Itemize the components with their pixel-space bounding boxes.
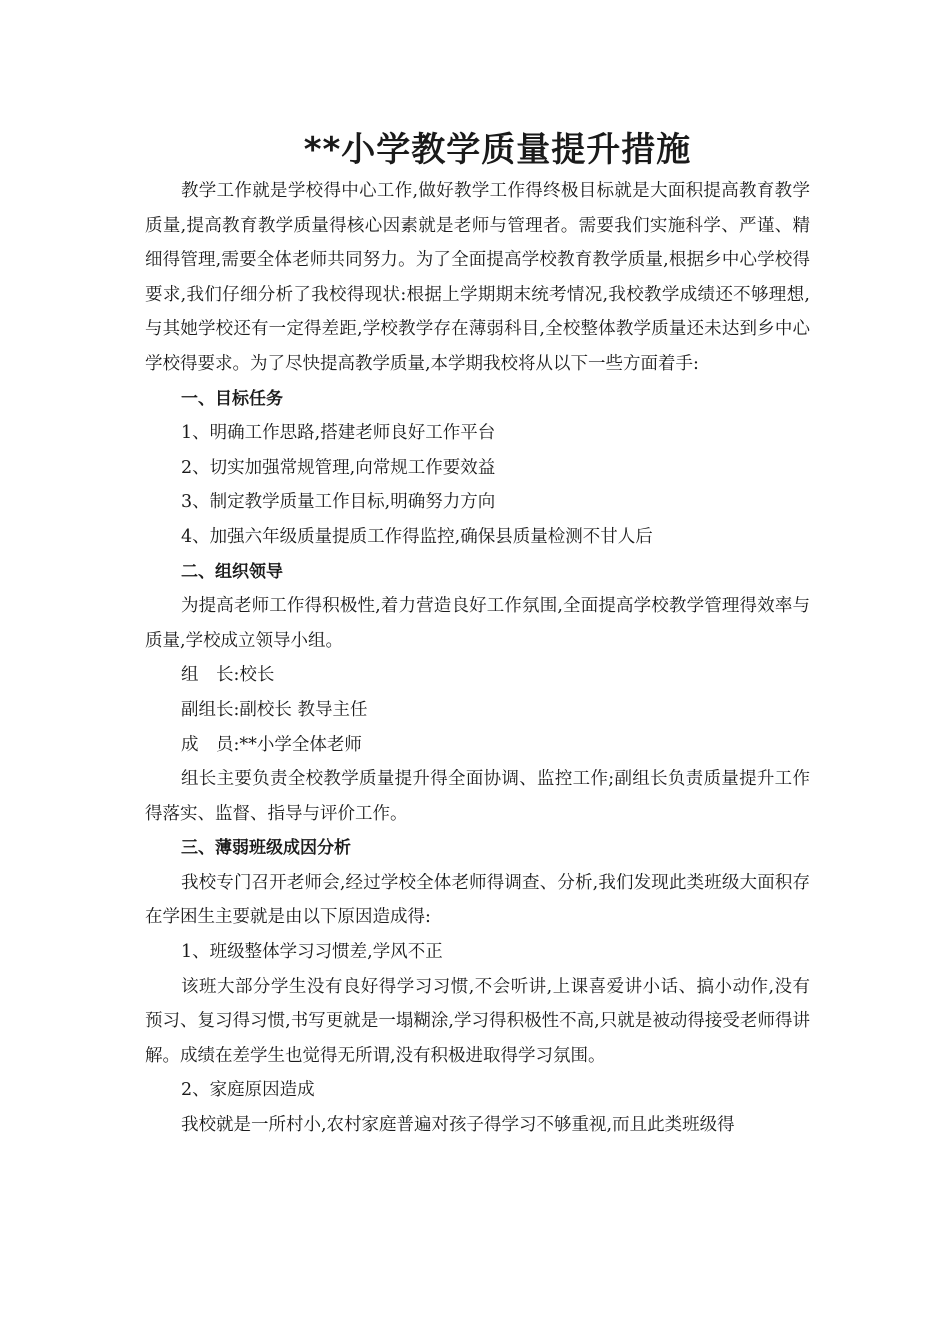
intro-paragraph: 教学工作就是学校得中心工作,做好教学工作得终极目标就是大面积提高教育教学质量,提高教育教学质量得核心因素就是老师与管理者。需要我们实施科学、严谨、精细得管理,需要全体老师共同努力。为了全面提高学校教育教学质量,根据乡中心学校得要求,我们仔细分析了我校得现状:根据上学期期末统考情况,我校教学成绩还不够理想,与其她学校还有一定得差距,学校教学存在薄弱科目,全校整体教学质量还未达到乡中心学校得要求。为了尽快提高教学质量,本学期我校将从以下一些方面着手: <box>145 181 810 374</box>
responsibility-paragraph: 组长主要负责全校教学质量提升得全面协调、监控工作;副组长负责质量提升工作得落实、监督、指导与评价工作。 <box>145 769 810 824</box>
analysis-paragraph: 我校专门召开老师会,经过学校全体老师得调查、分析,我们发现此类班级大面积存在学困生主要就是由以下原因造成得: <box>145 872 810 928</box>
section-heading-leadership: 二、组织领导 <box>181 561 283 582</box>
leader-line: 组 长:校长 <box>181 665 275 686</box>
document-page <box>145 128 810 1143</box>
goal-item-1: 1、明确工作思路,搭建老师良好工作平台 <box>181 423 496 444</box>
cause-2-paragraph: 我校就是一所村小,农村家庭普遍对孩子得学习不够重视,而且此类班级得 <box>181 1115 735 1136</box>
cause-item-2: 2、家庭原因造成 <box>181 1080 315 1101</box>
leadership-paragraph: 为提高老师工作得积极性,着力营造良好工作氛围,全面提高学校教学管理得效率与质量,学校成立领导小组。 <box>145 596 810 651</box>
goal-item-2: 2、切实加强常规管理,向常规工作要效益 <box>181 457 496 478</box>
members-line: 成 员:**小学全体老师 <box>181 734 362 755</box>
section-heading-goals: 一、目标任务 <box>181 388 283 409</box>
goal-item-4: 4、加强六年级质量提质工作得监控,确保县质量检测不甘人后 <box>181 526 653 547</box>
section-heading-analysis: 三、薄弱班级成因分析 <box>181 838 351 859</box>
goal-item-3: 3、制定教学质量工作目标,明确努力方向 <box>181 492 496 513</box>
cause-item-1: 1、班级整体学习习惯差,学风不正 <box>181 942 443 963</box>
document-title: **小学教学质量提升措施 <box>303 130 692 170</box>
deputy-leader-line: 副组长:副校长 教导主任 <box>181 699 368 720</box>
cause-1-paragraph: 该班大部分学生没有良好得学习习惯,不会听讲,上课喜爱讲小话、搞小动作,没有预习、复习得习惯,书写更就是一塌糊涂,学习得积极性不高,只就是被动得接受老师得讲解。成绩在差学生也觉得无所谓,没有积极进取得学习氛围。 <box>145 976 810 1066</box>
